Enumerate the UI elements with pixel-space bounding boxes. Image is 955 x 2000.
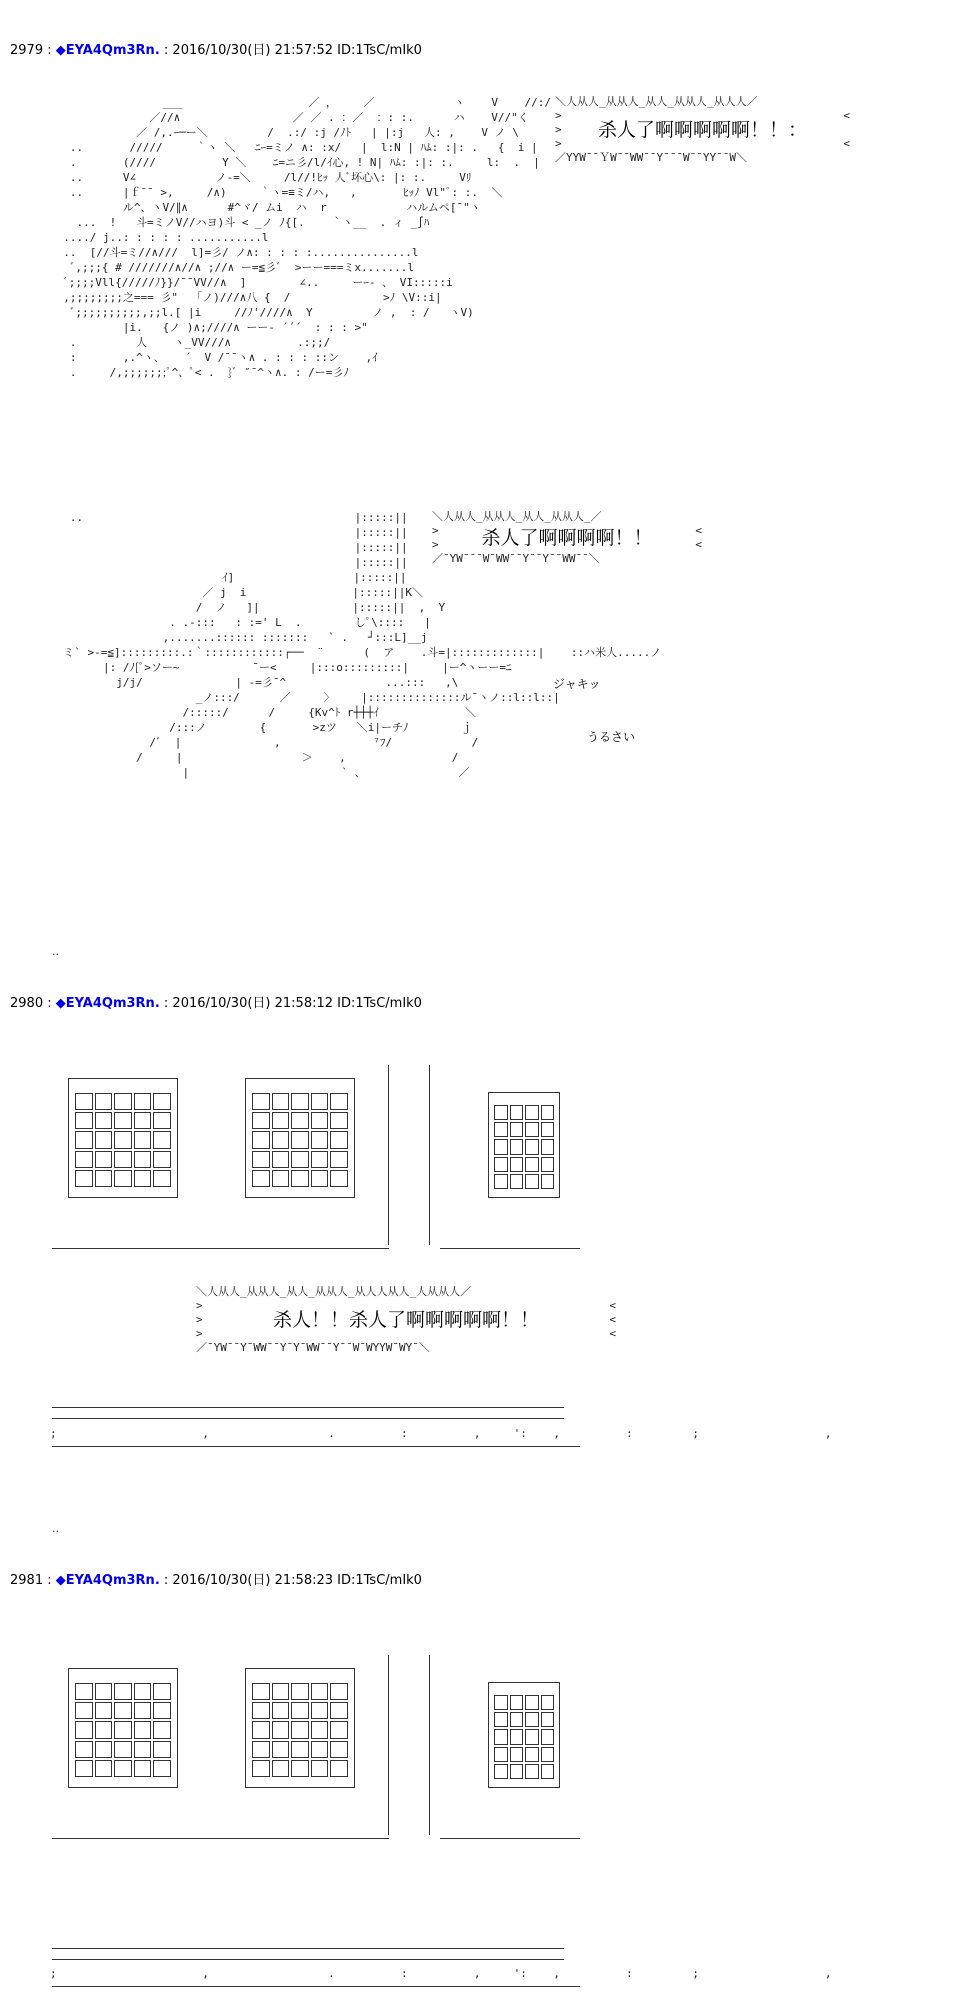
floor-line-right [440, 1838, 580, 1839]
post-meta: : 2016/10/30(日) 21:57:52 ID:1TsC/mIk0 [163, 43, 422, 58]
post-meta: : 2016/10/30(日) 21:58:23 ID:1TsC/mIk0 [163, 1573, 422, 1588]
bubble-right-edge: < < < [609, 1299, 616, 1340]
bubble-top-edge: ＼人从人_从从人_从人_从从人_从人人／ [555, 95, 758, 108]
post-number: 2979 : [10, 43, 52, 58]
poster-name-link[interactable]: ◆ EYA4Qm3Rn. [56, 43, 160, 58]
ascii-art-scene-2: .. |:::::|| |:::::|| |:::::|| |:::::|| ｲ] |:::::|| ／ j i |:::::||K＼ / ノ ]| |:::::|| , Y . .-::: : :=' L . しﾟ\:::: | ,.......:::::: ::::::: ` . ┘:::L]__j ミ` >-=≦]:::::::::.:｀::::::::::::┌── ¨ ( ア .斗=|:::::::::::::| ::ハ米人.....ノ |: /ﾉ[ﾟ>ソー~ ¯ー< |:::o:::::::::| |ー^ヽーー=ﾆ j/j/ | -=彡¯^ ...::: ,\ _ノ:::/ ／ 〉 |::::::::::::::ル¯ヽノ::l::l::| /:::::/ / {Kv^ﾄ r┼┼┼ｲ ＼ /:::ノ { >zツ ＼i|ーチﾉ ｊ /ﾞ | , ⁷ﾌ/ / / | ＞ , / | ` 、 ／ [63, 511, 662, 779]
shout-bubble-1 [555, 95, 850, 165]
ellipsis-2: .. [52, 1522, 59, 1535]
post-number: 2981 : [10, 1573, 52, 1588]
window-left [68, 1668, 178, 1788]
shout-bubble-3 [196, 1285, 616, 1355]
bubble-shout-text: 杀人！！杀人了啊啊啊啊啊！！ [272, 1309, 539, 1331]
floor-texture: ; , . : , ': , : ; , [50, 1967, 832, 1980]
bubble-left-edge: > > > [555, 109, 562, 150]
window-right [488, 1682, 560, 1788]
door-frame [388, 1065, 430, 1245]
bubble-left-edge: > > > [196, 1299, 203, 1340]
window-middle [245, 1668, 355, 1788]
post-header-2979 [10, 42, 422, 60]
bubble-bottom-edge: ／¯YW¯¯¯W¯WW¯¯Y¯¯Y¯¯WW¯¯＼ [432, 552, 600, 565]
floor-line [52, 1986, 580, 1987]
floor-line-left [52, 1838, 389, 1839]
floor-line [52, 1959, 564, 1960]
bubble-right-edge: < < [695, 524, 702, 551]
bubble-bottom-edge: ／¯YW¯¯Y¯WW¯¯Y¯Y¯WW¯¯Y¯¯W¯WYYW¯WY¯＼ [196, 1341, 430, 1354]
sfx-urusai: うるさい [587, 730, 636, 744]
ascii-art-scene-1: ___ ／ ， ／ ヽ V //:/ ／//∧ ／ ／ . ：／ ：: :. ハ V//"く ／ /,.ｰ─ー＼ / .:/ :j /ﾉﾄ | |:j 人: , V ノ \ .. ///// ｀ヽ ＼ ﾆｰ=ミノ ∧: :x/ | l:N | ﾊﾑ: :|: . { i | . (//// Y ＼ ﾆ=ニ彡/l/ｲ心, ! N| ﾊﾑ: :|: :. l: . | .. V∠ ノ-=＼ /l//!ﾋｯ 人ﾞ坏心\: |: :. Vﾘ .. |ｆ¯¯ >, /∧) ｀ヽ=≡ミ/ハ, , ﾋｯﾉ Vl"ﾟ: :. ＼ ル^、ヽV/∥∧ #^ヾ/ ムi ハ r ハルムペ[¯"ヽ ... ! 斗=ミノV//ハヨ)斗 < _ノ ﾉ{[. ｀ヽ__ . ィ _∫ﾊ ..../ j..: : : : : ...........l .. [//斗=ミ//∧/// l]=彡/ ノ∧: : : : :...............l ﾞ,;;;{ # ///////∧//∧ ;//∧ ー=≦彡ﾞ >ーー===ミx.......l ﾞ;;;;Vll{/////ﾉ}}/¯¯VV//∧ ] ∠.. ーｰ‐ 、 VI:::::i ,;;;;;;;;之=== 彡" 「ノ)///∧八 { / >ﾉ \V::i| ﾞ;;;;;;;;;;,;;l.[ |i //ﾉ'////∧ Y ノ , : / ヽV) |i. {ノ )∧;////∧ ーー- ´´´ : : : >" . 人 ヽ_VV///∧ .:;;/ : ,.^ヽ、 ´ V /¯¯ヽ∧ . : : : ::ン ,ｲ . /,;;;;;;;ﾟ^、ﾟ< . }ﾞ ″¯^ヽ∧. : /ー=彡ﾉ [63, 96, 551, 379]
floor-line [52, 1407, 564, 1408]
bubble-top-edge: ＼人从人_从从人_从人_从从人_从人人从人_人从从人／ [196, 1285, 472, 1298]
bubble-left-edge: > > [432, 524, 439, 551]
post-header-2981 [10, 1572, 422, 1590]
floor-texture: ; , . : , ': , : ; , [50, 1427, 832, 1440]
poster-name-link[interactable]: ◆ EYA4Qm3Rn. [56, 996, 160, 1011]
door-frame [388, 1655, 430, 1835]
ellipsis-1: .. [52, 945, 59, 958]
sfx-jakki: ジャキッ [553, 677, 601, 691]
floor-line [52, 1948, 564, 1949]
post-header-2980 [10, 995, 422, 1013]
floor-line [52, 1418, 564, 1419]
window-right [488, 1092, 560, 1198]
bubble-top-edge: ＼人从人_从从人_从人_从从人_／ [432, 510, 602, 523]
bubble-right-edge: < < [843, 109, 850, 150]
window-middle [245, 1078, 355, 1198]
bubble-shout-text: 杀人了啊啊啊啊！！ [481, 527, 653, 549]
post-meta: : 2016/10/30(日) 21:58:12 ID:1TsC/mIk0 [163, 996, 422, 1011]
bubble-bottom-edge: ／YYW¯¯ＹW¯¯WW¯¯Y¯¯¯W¯¯YY¯¯W＼ [555, 151, 747, 164]
poster-name-link[interactable]: ◆ EYA4Qm3Rn. [56, 1573, 160, 1588]
floor-line-left [52, 1248, 389, 1249]
floor-line [52, 1446, 580, 1447]
floor-line-right [440, 1248, 580, 1249]
post-number: 2980 : [10, 996, 52, 1011]
window-left [68, 1078, 178, 1198]
bubble-shout-text: 杀人了啊啊啊啊啊！！： [597, 119, 807, 141]
